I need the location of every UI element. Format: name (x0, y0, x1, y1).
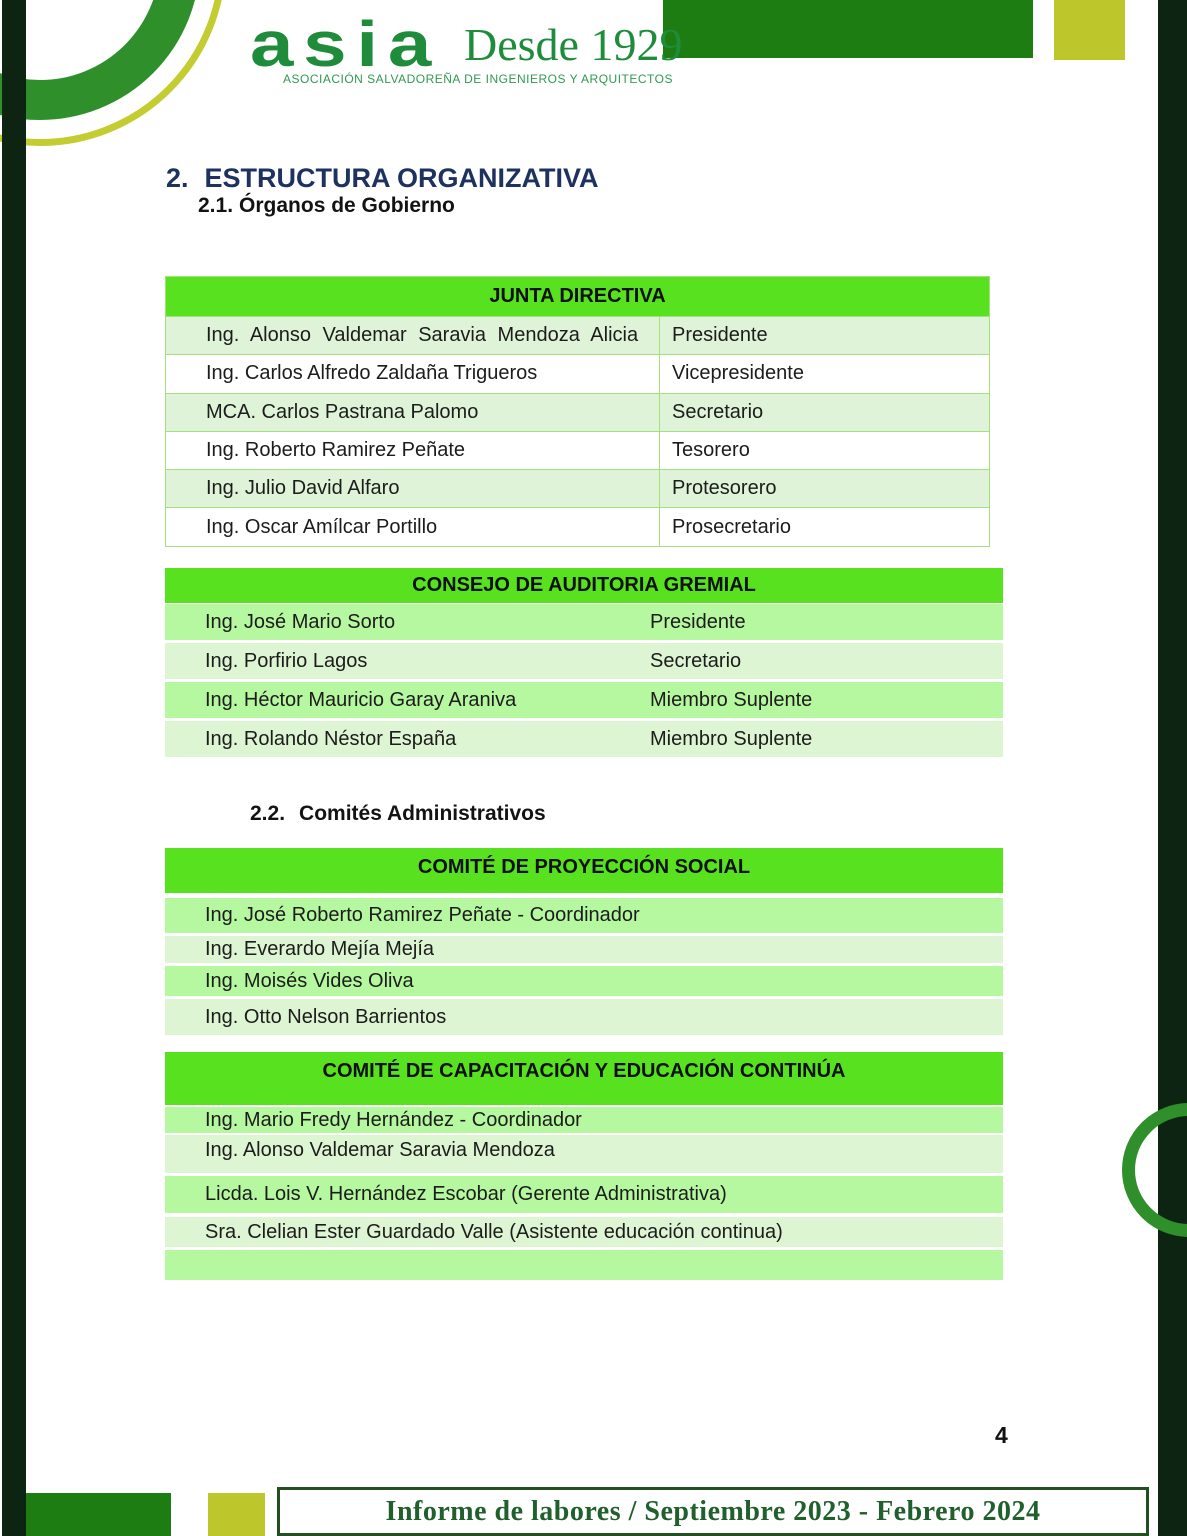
member-role: Miembro Suplente (650, 688, 813, 711)
member-role: Prosecretario (672, 515, 791, 538)
top-green-bar (663, 0, 1033, 58)
member-name: Ing. Otto Nelson Barrientos (165, 999, 1003, 1035)
member-name: Ing. Rolando Néstor España (205, 727, 457, 750)
table-row (166, 431, 989, 469)
member-name: Ing. Mario Fredy Hernández - Coordinador (165, 1107, 1003, 1133)
member-role: Tesorero (672, 439, 750, 462)
table-row (165, 643, 1003, 679)
member-role: Secretario (650, 649, 742, 672)
member-name: Ing. Everardo Mejía Mejía (165, 936, 1003, 963)
member-role: Presidente (672, 324, 768, 347)
subsection-number: 2.2. (250, 802, 286, 825)
member-name: Ing. Julio David Alfaro (166, 470, 660, 507)
footer-report-label: Informe de labores / Septiembre 2023 - Febrero 2024 (277, 1487, 1149, 1536)
member-name: Ing. Oscar Amílcar Portillo (166, 508, 660, 545)
member-role: Protesorero (672, 477, 777, 500)
member-name: Ing. Moisés Vides Oliva (165, 966, 1003, 996)
table-row (166, 354, 989, 392)
top-yellow-square (1054, 0, 1125, 60)
section-heading-2 (166, 163, 599, 194)
bottom-right-ring (1122, 1103, 1187, 1237)
empty-row (165, 1250, 1003, 1280)
logo-asia: asia (250, 8, 442, 80)
table-junta-directiva (165, 276, 990, 547)
member-role: Presidente (650, 610, 746, 633)
table-row (165, 721, 1003, 757)
member-role: Secretario (672, 400, 764, 423)
member-name: Ing. Roberto Ramirez Peñate (166, 432, 660, 469)
table-row (165, 682, 1003, 718)
member-name: MCA. Carlos Pastrana Palomo (166, 394, 660, 431)
table-title: COMITÉ DE CAPACITACIÓN Y EDUCACIÓN CONTINÚA (165, 1052, 1003, 1105)
table-row (166, 507, 989, 545)
right-border-bar (1158, 0, 1187, 1536)
subsection-heading-2-1 (198, 194, 455, 218)
subsection-title: Comités Administrativos (299, 802, 546, 825)
table-comite-capacitacion (165, 1052, 1003, 1280)
section-number: 2. (166, 163, 189, 193)
logo-tagline: ASOCIACIÓN SALVADOREÑA DE INGENIEROS Y ARQUITECTOS (283, 72, 673, 86)
subsection-number: 2.1. (198, 194, 234, 217)
member-name: Sra. Clelian Ester Guardado Valle (Asistente educación continua) (165, 1217, 1003, 1247)
table-row (165, 604, 1003, 640)
member-name: Ing. Héctor Mauricio Garay Araniva (205, 688, 517, 711)
table-title: COMITÉ DE PROYECCIÓN SOCIAL (165, 848, 1003, 893)
table-row (166, 469, 989, 507)
member-name: Ing. Carlos Alfredo Zaldaña Trigueros (166, 355, 660, 392)
table-title: JUNTA DIRECTIVA (166, 277, 989, 316)
table-row (166, 316, 989, 354)
section-title: ESTRUCTURA ORGANIZATIVA (204, 163, 599, 193)
subsection-title: Órganos de Gobierno (239, 194, 455, 217)
table-comite-proyeccion-social (165, 848, 1003, 1035)
table-title: CONSEJO DE AUDITORIA GREMIAL (165, 568, 1003, 603)
member-role: Vicepresidente (672, 362, 804, 385)
member-name: Ing. Porfirio Lagos (205, 649, 368, 672)
member-name: Ing. José Mario Sorto (205, 610, 396, 633)
member-name: Ing. Alonso Valdemar Saravia Mendoza (165, 1135, 1003, 1173)
footer-green-bar (25, 1493, 171, 1536)
table-row (166, 393, 989, 431)
member-role: Miembro Suplente (650, 727, 813, 750)
footer-yellow-square (208, 1493, 265, 1536)
left-border-bar (2, 0, 26, 1536)
table-consejo-auditoria (165, 568, 1003, 757)
member-name: Licda. Lois V. Hernández Escobar (Gerente Administrativa) (165, 1176, 1003, 1213)
subsection-heading-2-2 (250, 802, 546, 826)
member-name: Ing. Alonso Valdemar Saravia Mendoza Alicia (166, 317, 660, 354)
page-number: 4 (995, 1422, 1008, 1448)
logo-since-1929: Desde 1929 (464, 19, 683, 70)
member-name: Ing. José Roberto Ramirez Peñate - Coordinador (165, 898, 1003, 933)
